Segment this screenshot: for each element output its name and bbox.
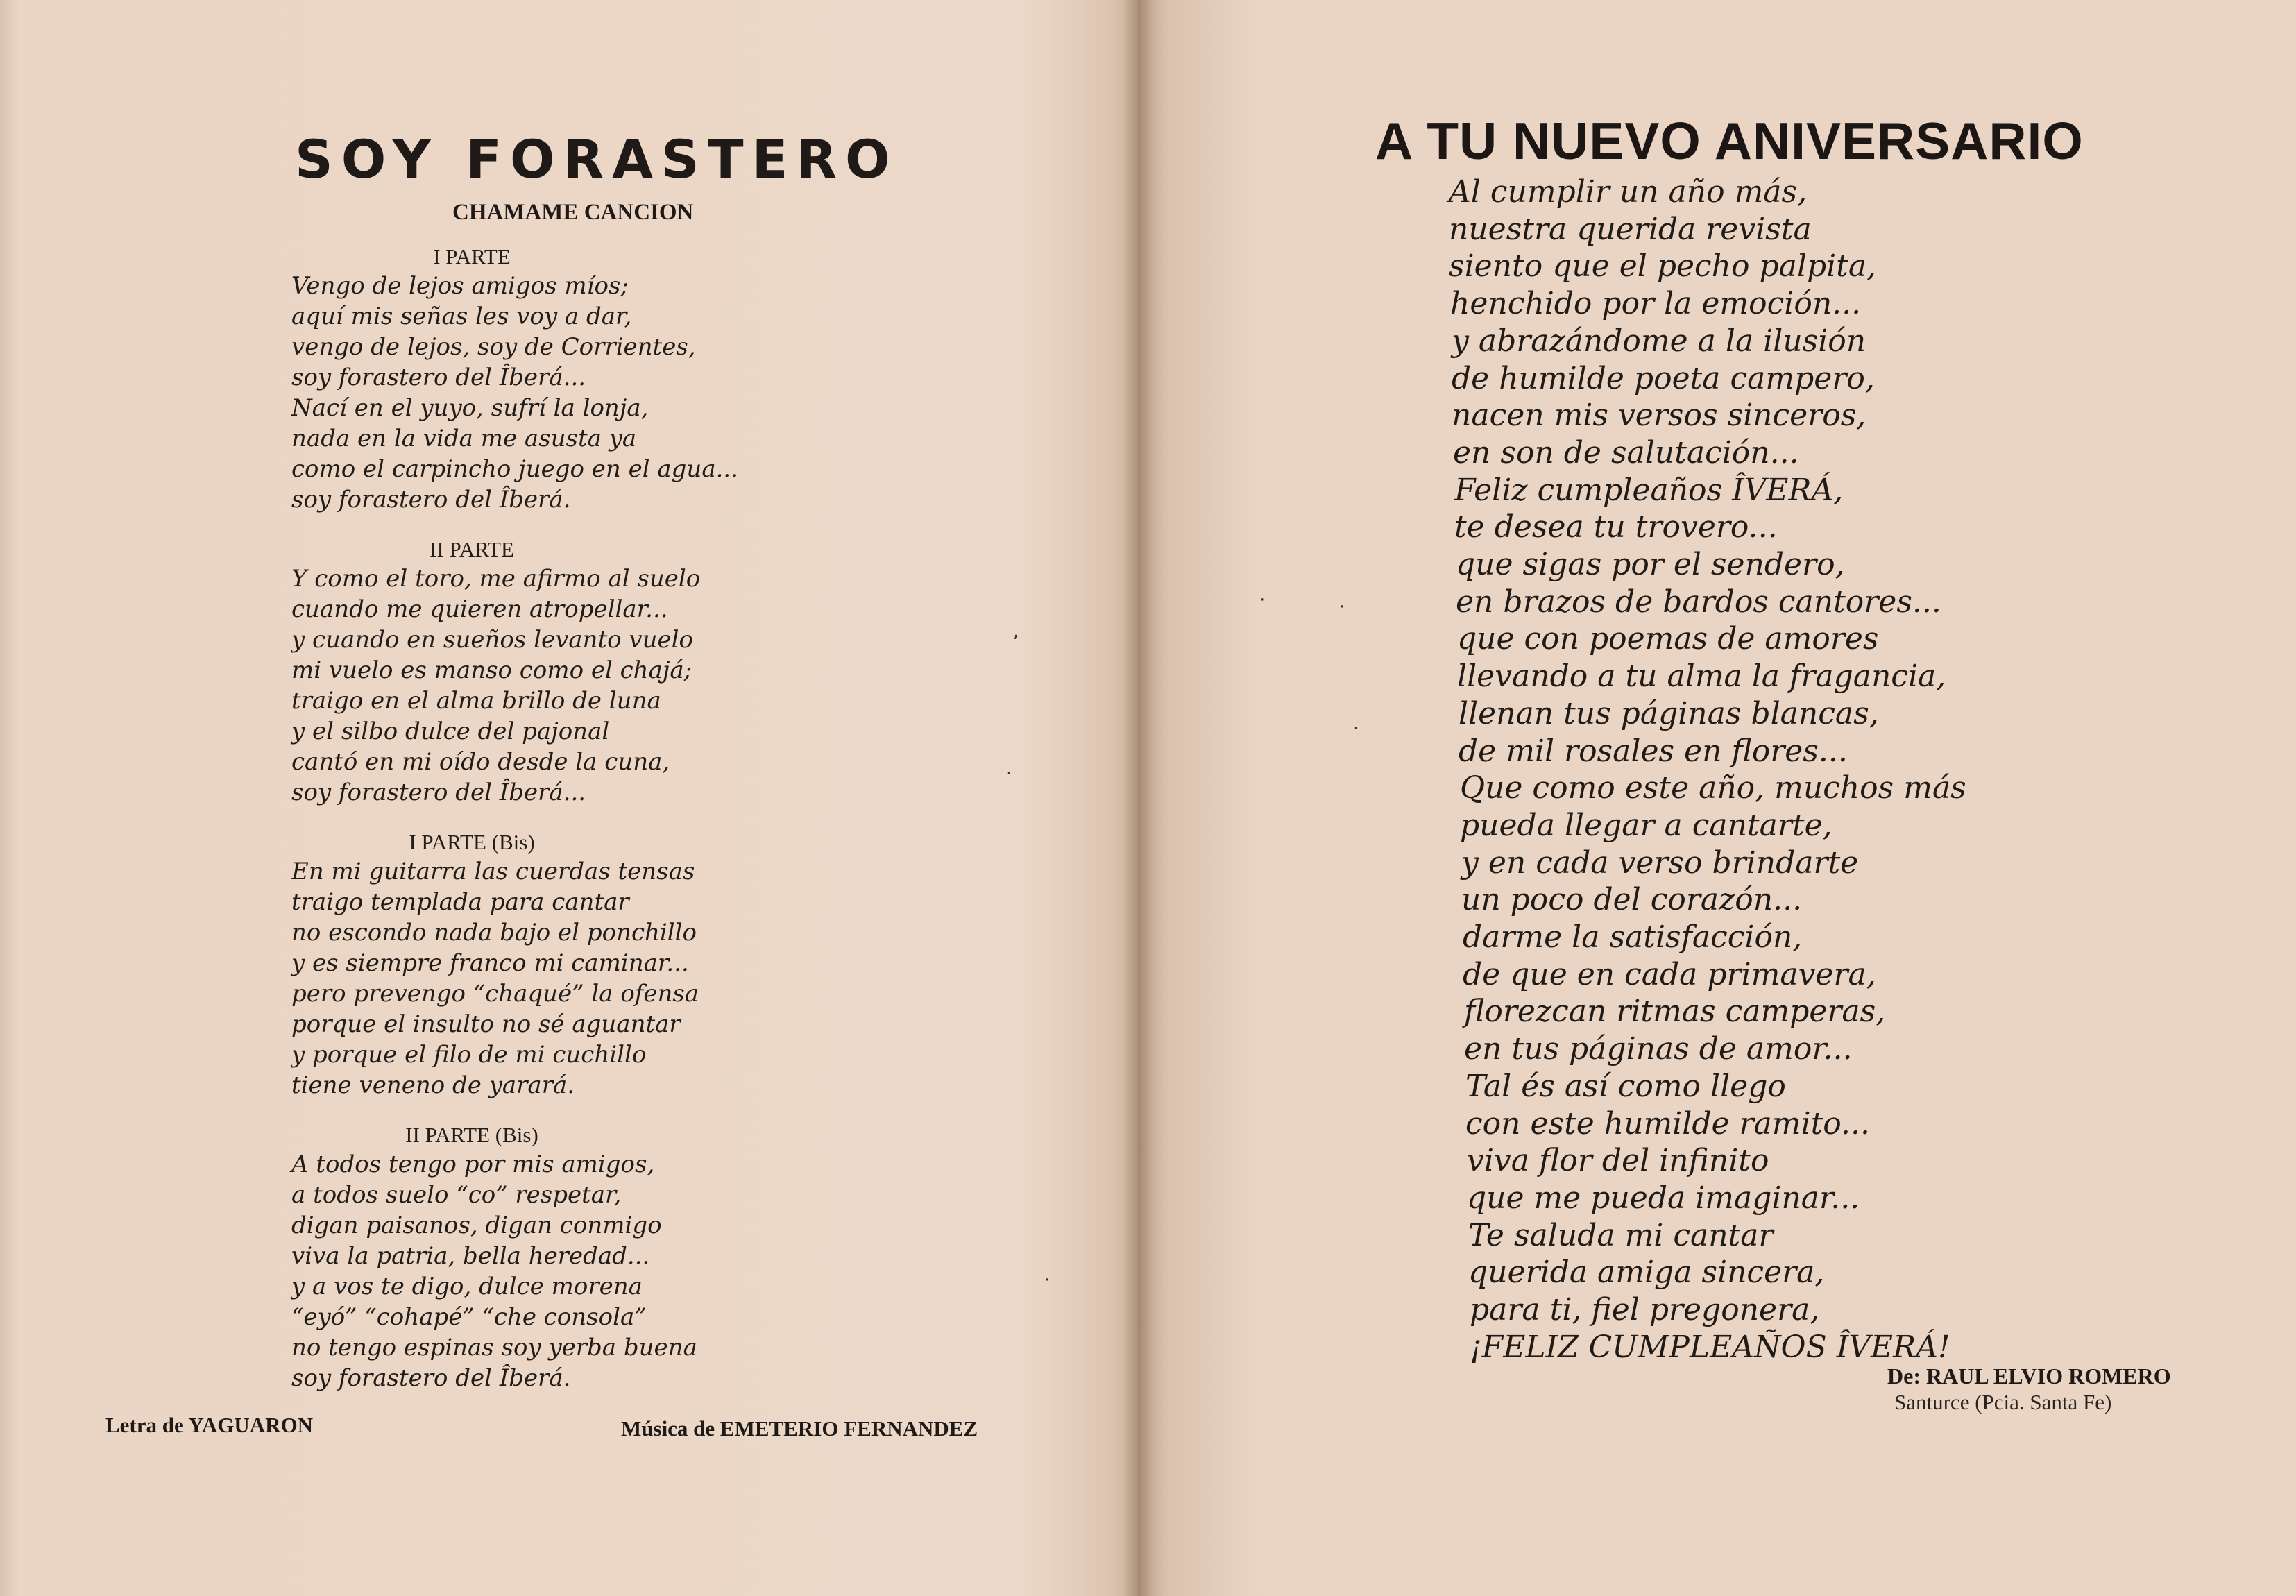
- paper-speck: ·: [1006, 763, 1012, 784]
- poem-line: soy forastero del Îberá...: [291, 779, 586, 806]
- poem-line: con este humilde ramito...: [1465, 1105, 1870, 1141]
- poem-line: nacen mis versos sinceros,: [1452, 398, 1866, 434]
- section-heading: II PARTE (Bis): [405, 1123, 538, 1147]
- poem-line: cantó en mi oído desde la cuna,: [291, 748, 670, 776]
- poem-line: te desea tu trovero...: [1454, 509, 1778, 545]
- section-heading: II PARTE: [430, 537, 514, 561]
- poem-line: y a vos te digo, dulce morena: [291, 1273, 643, 1300]
- poem-line: de mil rosales en flores...: [1459, 733, 1848, 769]
- poem-line: querida amiga sincera,: [1468, 1255, 1825, 1291]
- paper-speck: ·: [1339, 597, 1345, 618]
- poem-line: Feliz cumpleaños ÎVERÁ,: [1454, 472, 1844, 508]
- poem-line: Vengo de lejos amigos míos;: [291, 272, 629, 300]
- poem-line: en brazos de bardos cantores...: [1456, 584, 1941, 620]
- stanza-1: [291, 243, 847, 515]
- poem-line: soy forastero del Îberá.: [291, 486, 571, 513]
- poem-line: nada en la vida me asusta ya: [291, 425, 637, 452]
- poem-line: en tus páginas de amor...: [1464, 1031, 1853, 1067]
- author-signature: De: RAUL ELVIO ROMERO: [1887, 1364, 2171, 1389]
- poem-line: vengo de lejos, soy de Corrientes,: [291, 333, 696, 361]
- poem-line: porque el insulto no sé aguantar: [291, 1010, 681, 1038]
- paper-speck: ,: [1013, 621, 1019, 642]
- poem-line: henchido por la emoción...: [1450, 286, 1862, 322]
- poem-line: aquí mis señas les voy a dar,: [291, 303, 632, 330]
- poem-line: de que en cada primavera,: [1463, 956, 1876, 992]
- paper-speck: ·: [1353, 718, 1359, 739]
- poem-line: para ti, fiel pregonera,: [1470, 1292, 1820, 1328]
- poem-line: que con poemas de amores: [1457, 621, 1879, 657]
- poem-line: y cuando en sueños levanto vuelo: [291, 626, 693, 654]
- poem-line: florezcan ritmas camperas,: [1464, 994, 1886, 1030]
- poem-line: darme la satisfacción,: [1463, 919, 1803, 956]
- poem-line: que me pueda imaginar...: [1467, 1180, 1860, 1216]
- book-gutter: [1123, 0, 1153, 1596]
- poem-line: mi vuelo es manso como el chajá;: [291, 656, 692, 684]
- poem-line: soy forastero del Îberá...: [291, 364, 586, 391]
- music-credit: Música de EMETERIO FERNANDEZ: [621, 1416, 978, 1441]
- poem-line: A todos tengo por mis amigos,: [291, 1151, 655, 1178]
- poem-line: Que como este año, muchos más: [1460, 770, 1966, 806]
- poem-line: Al cumplir un año más,: [1449, 174, 1808, 210]
- poem-line: soy forastero del Îberá.: [291, 1364, 571, 1392]
- poem-line: viva flor del infinito: [1467, 1143, 1769, 1179]
- poem-line: cuando me quieren atropellar...: [291, 595, 668, 623]
- poem-line: nuestra querida revista: [1449, 211, 1812, 247]
- poem-line: y el silbo dulce del pajonal: [291, 718, 610, 745]
- poem-line: tiene veneno de yarará.: [291, 1071, 575, 1099]
- stanza-4: [291, 1121, 847, 1393]
- paper-speck: ·: [1044, 1270, 1051, 1291]
- poem-line: siento que el pecho palpita,: [1449, 248, 1877, 285]
- stanza-3: [291, 829, 847, 1101]
- left-poem-title: SOY FORASTERO: [295, 128, 899, 190]
- poem-line: traigo en el alma brillo de luna: [291, 687, 661, 715]
- author-location: Santurce (Pcia. Santa Fe): [1894, 1390, 2112, 1414]
- poem-line: Te saluda mi cantar: [1468, 1217, 1774, 1253]
- poem-line: traigo templada para cantar: [291, 888, 629, 916]
- poem-line: digan paisanos, digan conmigo: [291, 1212, 662, 1239]
- poem-line: un poco del corazón...: [1461, 882, 1803, 918]
- right-poem-title: A TU NUEVO ANIVERSARIO: [1375, 112, 2084, 170]
- poem-line: de humilde poeta campero,: [1452, 360, 1875, 396]
- lyrics-credit: Letra de YAGUARON: [105, 1413, 314, 1437]
- stanza-2: [291, 536, 847, 808]
- poem-line: y en cada verso brindarte: [1461, 844, 1859, 881]
- poem-line: En mi guitarra las cuerdas tensas: [291, 858, 695, 885]
- poem-line: llenan tus páginas blancas,: [1459, 695, 1879, 731]
- left-poem-subtitle: CHAMAME CANCION: [452, 200, 694, 225]
- poem-line: como el carpincho juego en el agua...: [291, 455, 739, 483]
- paper-speck: ·: [1259, 590, 1266, 611]
- poem-line: no tengo espinas soy yerba buena: [291, 1334, 697, 1361]
- poem-line: que sigas por el sendero,: [1456, 547, 1845, 583]
- poem-line: pueda llegar a cantarte,: [1460, 807, 1832, 843]
- poem-line: no escondo nada bajo el ponchillo: [291, 919, 697, 946]
- poem-line: y porque el filo de mi cuchillo: [291, 1041, 647, 1069]
- poem-line: en son de salutación...: [1453, 434, 1799, 470]
- poem-line: “eyó” “cohapé” “che consola”: [291, 1303, 647, 1331]
- poem-line: viva la patria, bella heredad...: [291, 1242, 650, 1270]
- section-heading: I PARTE: [433, 244, 511, 269]
- poem-line: ¡FELIZ CUMPLEAÑOS ÎVERÁ!: [1470, 1329, 1950, 1365]
- poem-line: Nací en el yuyo, sufrí la lonja,: [291, 394, 649, 422]
- poem-line: llevando a tu alma la fragancia,: [1457, 659, 1946, 695]
- poem-line: y abrazándome a la ilusión: [1452, 323, 1866, 359]
- left-poem-body: [291, 243, 847, 1414]
- right-poem-body: [1449, 173, 2143, 1366]
- poem-line: pero prevengo “chaqué” la ofensa: [291, 980, 699, 1008]
- poem-line: a todos suelo “co” respetar,: [291, 1181, 622, 1209]
- poem-line: Y como el toro, me afirmo al suelo: [291, 565, 701, 593]
- poem-line: y es siempre franco mi caminar...: [291, 949, 689, 977]
- section-heading: I PARTE (Bis): [409, 830, 535, 854]
- poem-line: Tal és así como llego: [1465, 1068, 1786, 1104]
